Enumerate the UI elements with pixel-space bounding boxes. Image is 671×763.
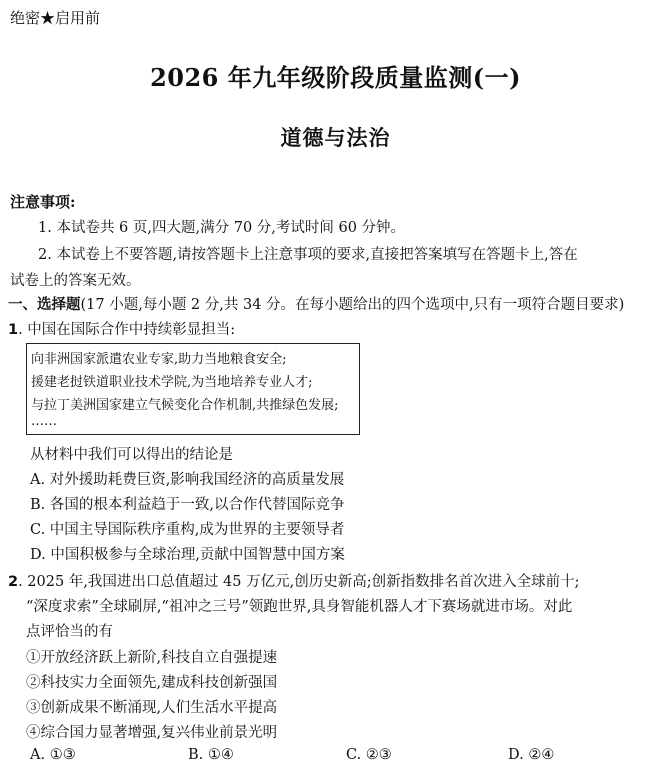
statement-2: ②科技实力全面领先,建成科技创新强国 <box>26 675 278 691</box>
notice-item-2: 2. 本试卷上不要答题,请按答题卡上注意事项的要求,直接把答案填写在答题卡上,答在 <box>38 247 578 263</box>
statement-1: ①开放经济跃上新阶,科技自立自强提速 <box>26 650 278 666</box>
section-heading-choice <box>8 293 624 314</box>
notice-heading: 注意事项: <box>10 193 76 211</box>
option-b: B. ①④ <box>188 747 234 763</box>
exam-title: 2026 年九年级阶段质量监测(一) <box>150 63 521 92</box>
notice-item-2-continued: 试卷上的答案无效。 <box>10 273 141 289</box>
material-box <box>26 343 360 435</box>
material-ellipsis: …… <box>31 414 57 429</box>
option-a: A. 对外援助耗费巨资,影响我国经济的高质量发展 <box>30 472 345 488</box>
statement-4: ④综合国力显著增强,复兴伟业前景光明 <box>26 725 278 741</box>
question-2-stem-line-3: 点评恰当的有 <box>26 624 113 640</box>
question-1-stem <box>8 318 235 339</box>
section-label: 一、选择题 <box>8 296 81 313</box>
material-line: 向非洲国家派遣农业专家,助力当地粮食安全; <box>31 352 287 367</box>
notice-item-1: 1. 本试卷共 6 页,四大题,满分 70 分,考试时间 60 分钟。 <box>38 220 406 236</box>
option-a: A. ①③ <box>30 747 76 763</box>
question-1-prompt: 从材料中我们可以得出的结论是 <box>30 447 233 463</box>
option-b: B. 各国的根本利益趋于一致,以合作代替国际竞争 <box>30 497 345 513</box>
question-text: . 2025 年,我国进出口总值超过 45 万亿元,创历史新高;创新指数排名首次进入全球前十; <box>18 574 580 590</box>
material-line: 援建老挝铁道职业技术学院,为当地培养专业人才; <box>31 375 313 390</box>
option-c: C. 中国主导国际秩序重构,成为世界的主要领导者 <box>30 522 345 538</box>
question-2-stem <box>8 570 579 591</box>
statement-3: ③创新成果不断涌现,人们生活水平提高 <box>26 700 278 716</box>
question-number: 1 <box>8 322 19 338</box>
question-2-stem-line-2: “深度求索”全球刷屏,“祖冲之三号”领跑世界,具身智能机器人才下赛场就进市场。对此 <box>26 599 573 615</box>
question-text: . 中国在国际合作中持续彰显担当: <box>18 322 236 338</box>
section-description: (17 小题,每小题 2 分,共 34 分。在每小题给出的四个选项中,只有一项符合题目要求) <box>80 297 625 313</box>
option-d: D. 中国积极参与全球治理,贡献中国智慧中国方案 <box>30 547 345 563</box>
material-line: 与拉丁美洲国家建立气候变化合作机制,共推绿色发展; <box>31 398 339 413</box>
option-d: D. ②④ <box>508 747 555 763</box>
subject-title: 道德与法治 <box>280 125 391 150</box>
confidential-label: 绝密★启用前 <box>10 9 101 27</box>
question-number: 2 <box>8 574 19 590</box>
option-c: C. ②③ <box>346 747 392 763</box>
